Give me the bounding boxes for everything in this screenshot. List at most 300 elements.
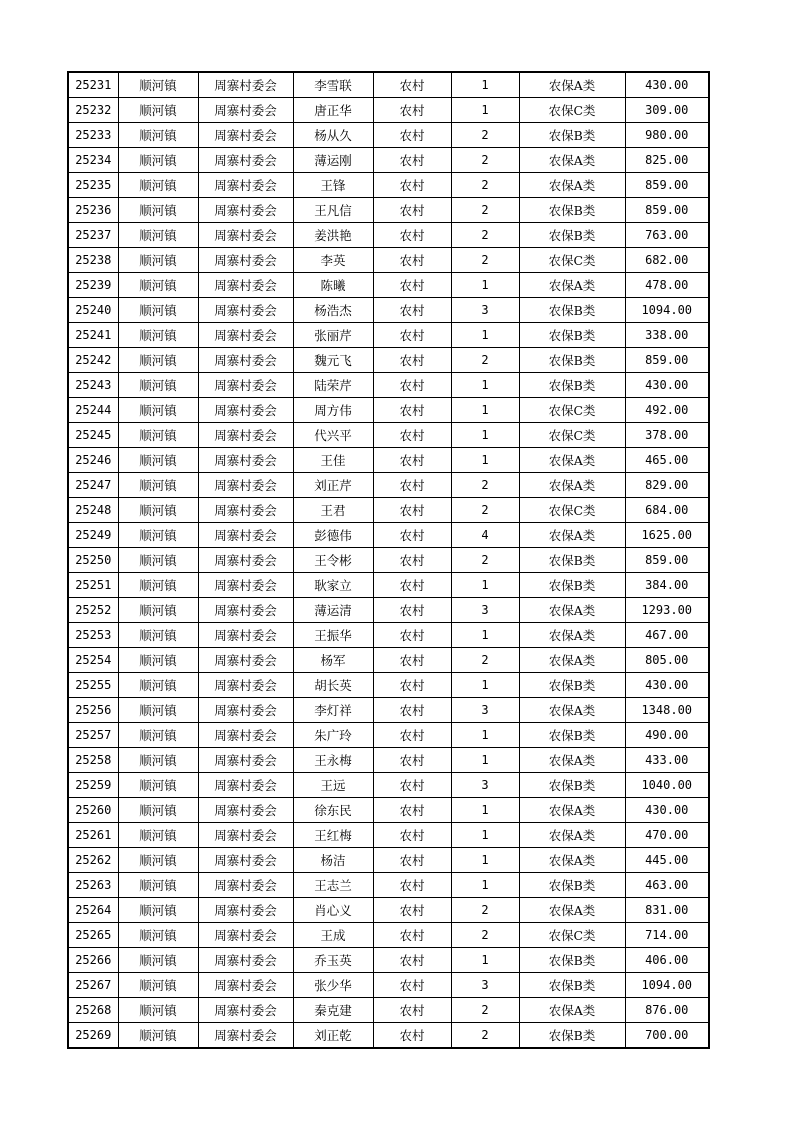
town-cell: 顺河镇: [118, 923, 198, 948]
area-type-cell: 农村: [373, 673, 451, 698]
name-cell: 李英: [293, 248, 373, 273]
town-cell: 顺河镇: [118, 573, 198, 598]
household-count-cell: 2: [451, 998, 519, 1023]
amount-cell: 859.00: [625, 198, 709, 223]
household-count-cell: 1: [451, 948, 519, 973]
amount-cell: 980.00: [625, 123, 709, 148]
village-committee-cell: 周寨村委会: [198, 723, 293, 748]
record-id-cell: 25241: [68, 323, 118, 348]
table-row: [68, 723, 709, 748]
table-row: [68, 123, 709, 148]
name-cell: 王红梅: [293, 823, 373, 848]
benefit-roster-table: [67, 71, 710, 1049]
area-type-cell: 农村: [373, 148, 451, 173]
record-id-cell: 25253: [68, 623, 118, 648]
area-type-cell: 农村: [373, 723, 451, 748]
table-body: [68, 72, 709, 1048]
insurance-class-cell: 农保B类: [519, 123, 625, 148]
town-cell: 顺河镇: [118, 698, 198, 723]
amount-cell: 825.00: [625, 148, 709, 173]
village-committee-cell: 周寨村委会: [198, 773, 293, 798]
table-row: [68, 198, 709, 223]
table-row: [68, 72, 709, 98]
name-cell: 薄运清: [293, 598, 373, 623]
town-cell: 顺河镇: [118, 998, 198, 1023]
table-row: [68, 348, 709, 373]
insurance-class-cell: 农保A类: [519, 648, 625, 673]
name-cell: 耿家立: [293, 573, 373, 598]
village-committee-cell: 周寨村委会: [198, 223, 293, 248]
insurance-class-cell: 农保A类: [519, 823, 625, 848]
record-id-cell: 25254: [68, 648, 118, 673]
record-id-cell: 25263: [68, 873, 118, 898]
insurance-class-cell: 农保A类: [519, 798, 625, 823]
name-cell: 唐正华: [293, 98, 373, 123]
name-cell: 薄运刚: [293, 148, 373, 173]
name-cell: 魏元飞: [293, 348, 373, 373]
amount-cell: 700.00: [625, 1023, 709, 1049]
amount-cell: 1348.00: [625, 698, 709, 723]
record-id-cell: 25235: [68, 173, 118, 198]
name-cell: 杨军: [293, 648, 373, 673]
village-committee-cell: 周寨村委会: [198, 748, 293, 773]
record-id-cell: 25246: [68, 448, 118, 473]
insurance-class-cell: 农保C类: [519, 398, 625, 423]
town-cell: 顺河镇: [118, 423, 198, 448]
village-committee-cell: 周寨村委会: [198, 273, 293, 298]
area-type-cell: 农村: [373, 923, 451, 948]
amount-cell: 430.00: [625, 798, 709, 823]
village-committee-cell: 周寨村委会: [198, 673, 293, 698]
insurance-class-cell: 农保A类: [519, 72, 625, 98]
household-count-cell: 1: [451, 748, 519, 773]
record-id-cell: 25248: [68, 498, 118, 523]
table-row: [68, 948, 709, 973]
amount-cell: 859.00: [625, 173, 709, 198]
town-cell: 顺河镇: [118, 598, 198, 623]
insurance-class-cell: 农保B类: [519, 198, 625, 223]
record-id-cell: 25237: [68, 223, 118, 248]
record-id-cell: 25269: [68, 1023, 118, 1049]
village-committee-cell: 周寨村委会: [198, 398, 293, 423]
name-cell: 刘正乾: [293, 1023, 373, 1049]
area-type-cell: 农村: [373, 273, 451, 298]
area-type-cell: 农村: [373, 473, 451, 498]
household-count-cell: 1: [451, 848, 519, 873]
town-cell: 顺河镇: [118, 723, 198, 748]
record-id-cell: 25242: [68, 348, 118, 373]
household-count-cell: 1: [451, 823, 519, 848]
village-committee-cell: 周寨村委会: [198, 898, 293, 923]
table-row: [68, 673, 709, 698]
insurance-class-cell: 农保B类: [519, 673, 625, 698]
name-cell: 徐东民: [293, 798, 373, 823]
name-cell: 姜洪艳: [293, 223, 373, 248]
household-count-cell: 3: [451, 773, 519, 798]
amount-cell: 478.00: [625, 273, 709, 298]
amount-cell: 467.00: [625, 623, 709, 648]
name-cell: 杨洁: [293, 848, 373, 873]
insurance-class-cell: 农保B类: [519, 373, 625, 398]
town-cell: 顺河镇: [118, 948, 198, 973]
area-type-cell: 农村: [373, 348, 451, 373]
area-type-cell: 农村: [373, 123, 451, 148]
name-cell: 王锋: [293, 173, 373, 198]
insurance-class-cell: 农保B类: [519, 573, 625, 598]
village-committee-cell: 周寨村委会: [198, 798, 293, 823]
amount-cell: 470.00: [625, 823, 709, 848]
record-id-cell: 25266: [68, 948, 118, 973]
record-id-cell: 25239: [68, 273, 118, 298]
table-row: [68, 623, 709, 648]
amount-cell: 1625.00: [625, 523, 709, 548]
insurance-class-cell: 农保A类: [519, 173, 625, 198]
record-id-cell: 25264: [68, 898, 118, 923]
village-committee-cell: 周寨村委会: [198, 373, 293, 398]
town-cell: 顺河镇: [118, 773, 198, 798]
village-committee-cell: 周寨村委会: [198, 98, 293, 123]
household-count-cell: 2: [451, 498, 519, 523]
household-count-cell: 2: [451, 248, 519, 273]
town-cell: 顺河镇: [118, 548, 198, 573]
table-row: [68, 173, 709, 198]
area-type-cell: 农村: [373, 948, 451, 973]
table-row: [68, 1023, 709, 1049]
table-row: [68, 523, 709, 548]
name-cell: 刘正芹: [293, 473, 373, 498]
town-cell: 顺河镇: [118, 298, 198, 323]
household-count-cell: 1: [451, 673, 519, 698]
household-count-cell: 1: [451, 723, 519, 748]
table-row: [68, 748, 709, 773]
area-type-cell: 农村: [373, 773, 451, 798]
household-count-cell: 1: [451, 98, 519, 123]
table-row: [68, 473, 709, 498]
household-count-cell: 3: [451, 973, 519, 998]
area-type-cell: 农村: [373, 248, 451, 273]
town-cell: 顺河镇: [118, 148, 198, 173]
household-count-cell: 1: [451, 423, 519, 448]
name-cell: 张丽芹: [293, 323, 373, 348]
area-type-cell: 农村: [373, 373, 451, 398]
village-committee-cell: 周寨村委会: [198, 1023, 293, 1049]
area-type-cell: 农村: [373, 548, 451, 573]
town-cell: 顺河镇: [118, 523, 198, 548]
record-id-cell: 25260: [68, 798, 118, 823]
amount-cell: 859.00: [625, 348, 709, 373]
record-id-cell: 25236: [68, 198, 118, 223]
area-type-cell: 农村: [373, 648, 451, 673]
household-count-cell: 1: [451, 373, 519, 398]
insurance-class-cell: 农保C类: [519, 248, 625, 273]
amount-cell: 876.00: [625, 998, 709, 1023]
area-type-cell: 农村: [373, 798, 451, 823]
amount-cell: 859.00: [625, 548, 709, 573]
name-cell: 王成: [293, 923, 373, 948]
insurance-class-cell: 农保B类: [519, 773, 625, 798]
household-count-cell: 2: [451, 123, 519, 148]
insurance-class-cell: 农保C类: [519, 423, 625, 448]
record-id-cell: 25262: [68, 848, 118, 873]
town-cell: 顺河镇: [118, 123, 198, 148]
table-row: [68, 448, 709, 473]
table-row: [68, 248, 709, 273]
record-id-cell: 25259: [68, 773, 118, 798]
area-type-cell: 农村: [373, 1023, 451, 1049]
insurance-class-cell: 农保B类: [519, 723, 625, 748]
amount-cell: 338.00: [625, 323, 709, 348]
town-cell: 顺河镇: [118, 848, 198, 873]
amount-cell: 1293.00: [625, 598, 709, 623]
village-committee-cell: 周寨村委会: [198, 123, 293, 148]
village-committee-cell: 周寨村委会: [198, 548, 293, 573]
amount-cell: 763.00: [625, 223, 709, 248]
name-cell: 王志兰: [293, 873, 373, 898]
town-cell: 顺河镇: [118, 473, 198, 498]
household-count-cell: 2: [451, 898, 519, 923]
village-committee-cell: 周寨村委会: [198, 298, 293, 323]
amount-cell: 492.00: [625, 398, 709, 423]
area-type-cell: 农村: [373, 598, 451, 623]
village-committee-cell: 周寨村委会: [198, 348, 293, 373]
area-type-cell: 农村: [373, 498, 451, 523]
amount-cell: 1094.00: [625, 973, 709, 998]
insurance-class-cell: 农保A类: [519, 623, 625, 648]
name-cell: 杨浩杰: [293, 298, 373, 323]
insurance-class-cell: 农保B类: [519, 298, 625, 323]
insurance-class-cell: 农保A类: [519, 523, 625, 548]
village-committee-cell: 周寨村委会: [198, 473, 293, 498]
area-type-cell: 农村: [373, 448, 451, 473]
area-type-cell: 农村: [373, 823, 451, 848]
household-count-cell: 2: [451, 648, 519, 673]
town-cell: 顺河镇: [118, 498, 198, 523]
household-count-cell: 3: [451, 598, 519, 623]
town-cell: 顺河镇: [118, 398, 198, 423]
insurance-class-cell: 农保B类: [519, 948, 625, 973]
town-cell: 顺河镇: [118, 198, 198, 223]
town-cell: 顺河镇: [118, 898, 198, 923]
record-id-cell: 25240: [68, 298, 118, 323]
household-count-cell: 3: [451, 698, 519, 723]
village-committee-cell: 周寨村委会: [198, 948, 293, 973]
area-type-cell: 农村: [373, 523, 451, 548]
household-count-cell: 2: [451, 923, 519, 948]
table-row: [68, 273, 709, 298]
insurance-class-cell: 农保B类: [519, 873, 625, 898]
table-row: [68, 548, 709, 573]
village-committee-cell: 周寨村委会: [198, 72, 293, 98]
area-type-cell: 农村: [373, 423, 451, 448]
name-cell: 张少华: [293, 973, 373, 998]
name-cell: 王远: [293, 773, 373, 798]
town-cell: 顺河镇: [118, 673, 198, 698]
area-type-cell: 农村: [373, 698, 451, 723]
amount-cell: 384.00: [625, 573, 709, 598]
table-row: [68, 798, 709, 823]
village-committee-cell: 周寨村委会: [198, 923, 293, 948]
town-cell: 顺河镇: [118, 248, 198, 273]
record-id-cell: 25258: [68, 748, 118, 773]
village-committee-cell: 周寨村委会: [198, 573, 293, 598]
table-row: [68, 298, 709, 323]
household-count-cell: 2: [451, 198, 519, 223]
record-id-cell: 25244: [68, 398, 118, 423]
insurance-class-cell: 农保A类: [519, 148, 625, 173]
household-count-cell: 1: [451, 323, 519, 348]
town-cell: 顺河镇: [118, 623, 198, 648]
amount-cell: 490.00: [625, 723, 709, 748]
insurance-class-cell: 农保B类: [519, 223, 625, 248]
amount-cell: 465.00: [625, 448, 709, 473]
record-id-cell: 25250: [68, 548, 118, 573]
name-cell: 王永梅: [293, 748, 373, 773]
household-count-cell: 2: [451, 223, 519, 248]
amount-cell: 714.00: [625, 923, 709, 948]
record-id-cell: 25256: [68, 698, 118, 723]
table-row: [68, 498, 709, 523]
insurance-class-cell: 农保A类: [519, 898, 625, 923]
name-cell: 王令彬: [293, 548, 373, 573]
area-type-cell: 农村: [373, 973, 451, 998]
record-id-cell: 25265: [68, 923, 118, 948]
amount-cell: 309.00: [625, 98, 709, 123]
amount-cell: 682.00: [625, 248, 709, 273]
record-id-cell: 25257: [68, 723, 118, 748]
town-cell: 顺河镇: [118, 973, 198, 998]
area-type-cell: 农村: [373, 748, 451, 773]
town-cell: 顺河镇: [118, 798, 198, 823]
name-cell: 李灯祥: [293, 698, 373, 723]
name-cell: 秦克建: [293, 998, 373, 1023]
village-committee-cell: 周寨村委会: [198, 623, 293, 648]
town-cell: 顺河镇: [118, 72, 198, 98]
amount-cell: 805.00: [625, 648, 709, 673]
record-id-cell: 25268: [68, 998, 118, 1023]
area-type-cell: 农村: [373, 398, 451, 423]
amount-cell: 463.00: [625, 873, 709, 898]
amount-cell: 430.00: [625, 72, 709, 98]
insurance-class-cell: 农保C类: [519, 498, 625, 523]
household-count-cell: 1: [451, 448, 519, 473]
name-cell: 王君: [293, 498, 373, 523]
area-type-cell: 农村: [373, 198, 451, 223]
town-cell: 顺河镇: [118, 348, 198, 373]
village-committee-cell: 周寨村委会: [198, 698, 293, 723]
household-count-cell: 1: [451, 623, 519, 648]
area-type-cell: 农村: [373, 898, 451, 923]
village-committee-cell: 周寨村委会: [198, 423, 293, 448]
area-type-cell: 农村: [373, 98, 451, 123]
table-row: [68, 998, 709, 1023]
table-row: [68, 323, 709, 348]
name-cell: 杨从久: [293, 123, 373, 148]
insurance-class-cell: 农保A类: [519, 848, 625, 873]
town-cell: 顺河镇: [118, 648, 198, 673]
village-committee-cell: 周寨村委会: [198, 173, 293, 198]
table-row: [68, 398, 709, 423]
village-committee-cell: 周寨村委会: [198, 873, 293, 898]
household-count-cell: 1: [451, 798, 519, 823]
town-cell: 顺河镇: [118, 223, 198, 248]
town-cell: 顺河镇: [118, 98, 198, 123]
insurance-class-cell: 农保C类: [519, 98, 625, 123]
record-id-cell: 25232: [68, 98, 118, 123]
village-committee-cell: 周寨村委会: [198, 598, 293, 623]
area-type-cell: 农村: [373, 998, 451, 1023]
table-row: [68, 223, 709, 248]
name-cell: 彭德伟: [293, 523, 373, 548]
amount-cell: 430.00: [625, 673, 709, 698]
record-id-cell: 25249: [68, 523, 118, 548]
amount-cell: 1094.00: [625, 298, 709, 323]
insurance-class-cell: 农保C类: [519, 923, 625, 948]
household-count-cell: 2: [451, 173, 519, 198]
area-type-cell: 农村: [373, 873, 451, 898]
insurance-class-cell: 农保A类: [519, 448, 625, 473]
household-count-cell: 4: [451, 523, 519, 548]
area-type-cell: 农村: [373, 573, 451, 598]
amount-cell: 406.00: [625, 948, 709, 973]
record-id-cell: 25267: [68, 973, 118, 998]
table-row: [68, 698, 709, 723]
village-committee-cell: 周寨村委会: [198, 448, 293, 473]
insurance-class-cell: 农保A类: [519, 698, 625, 723]
household-count-cell: 1: [451, 873, 519, 898]
record-id-cell: 25233: [68, 123, 118, 148]
table-row: [68, 973, 709, 998]
household-count-cell: 2: [451, 1023, 519, 1049]
village-committee-cell: 周寨村委会: [198, 498, 293, 523]
amount-cell: 829.00: [625, 473, 709, 498]
amount-cell: 433.00: [625, 748, 709, 773]
name-cell: 王凡信: [293, 198, 373, 223]
record-id-cell: 25261: [68, 823, 118, 848]
household-count-cell: 2: [451, 548, 519, 573]
record-id-cell: 25243: [68, 373, 118, 398]
town-cell: 顺河镇: [118, 873, 198, 898]
name-cell: 王佳: [293, 448, 373, 473]
household-count-cell: 2: [451, 148, 519, 173]
name-cell: 朱广玲: [293, 723, 373, 748]
village-committee-cell: 周寨村委会: [198, 523, 293, 548]
village-committee-cell: 周寨村委会: [198, 248, 293, 273]
table-row: [68, 873, 709, 898]
village-committee-cell: 周寨村委会: [198, 973, 293, 998]
record-id-cell: 25234: [68, 148, 118, 173]
insurance-class-cell: 农保B类: [519, 348, 625, 373]
insurance-class-cell: 农保A类: [519, 473, 625, 498]
village-committee-cell: 周寨村委会: [198, 148, 293, 173]
record-id-cell: 25255: [68, 673, 118, 698]
table-row: [68, 148, 709, 173]
village-committee-cell: 周寨村委会: [198, 823, 293, 848]
household-count-cell: 2: [451, 473, 519, 498]
table-row: [68, 423, 709, 448]
amount-cell: 831.00: [625, 898, 709, 923]
amount-cell: 684.00: [625, 498, 709, 523]
table-row: [68, 373, 709, 398]
village-committee-cell: 周寨村委会: [198, 198, 293, 223]
town-cell: 顺河镇: [118, 448, 198, 473]
area-type-cell: 农村: [373, 223, 451, 248]
household-count-cell: 2: [451, 348, 519, 373]
table-row: [68, 573, 709, 598]
area-type-cell: 农村: [373, 173, 451, 198]
area-type-cell: 农村: [373, 298, 451, 323]
name-cell: 王振华: [293, 623, 373, 648]
table-row: [68, 823, 709, 848]
